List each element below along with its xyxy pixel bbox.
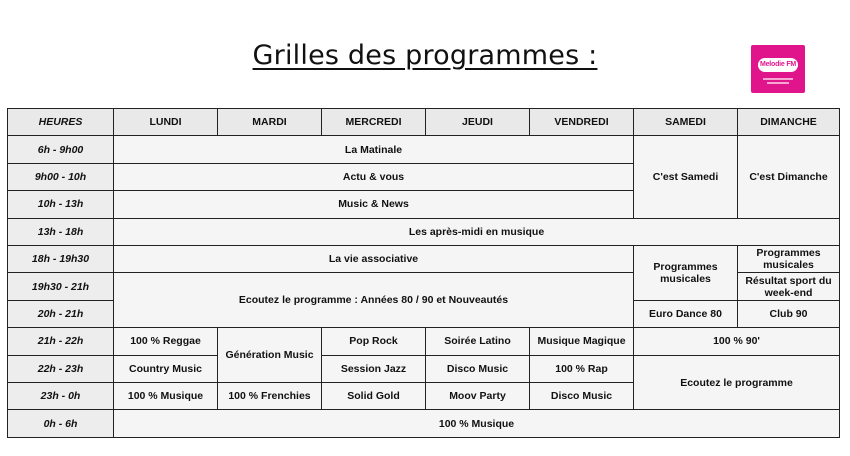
page-title: Grilles des programmes : xyxy=(252,40,598,71)
program-cell: Ecoutez le programme xyxy=(634,355,840,410)
hour-cell: 19h30 - 21h xyxy=(8,273,114,300)
hour-cell: 20h - 21h xyxy=(8,300,114,327)
program-cell: Disco Music xyxy=(530,383,634,410)
program-cell: Programmes musicales xyxy=(634,246,738,301)
program-cell: Les après-midi en musique xyxy=(114,218,840,245)
logo-line xyxy=(767,82,789,84)
program-cell: Euro Dance 80 xyxy=(634,300,738,327)
header-mardi: MARDI xyxy=(218,109,322,136)
program-cell: 100 % Rap xyxy=(530,355,634,382)
program-cell: Pop Rock xyxy=(322,328,426,355)
header-samedi: SAMEDI xyxy=(634,109,738,136)
table-row xyxy=(8,218,840,245)
table-header-row xyxy=(8,109,840,136)
header-lundi: LUNDI xyxy=(114,109,218,136)
program-cell: Actu & vous xyxy=(114,163,634,190)
program-cell: Programmes musicales xyxy=(738,246,840,273)
program-cell: 100 % Musique xyxy=(114,383,218,410)
logo-line xyxy=(763,78,793,80)
program-cell: Soirée Latino xyxy=(426,328,530,355)
program-cell: La vie associative xyxy=(114,246,634,273)
table-row xyxy=(8,328,840,355)
program-cell: Moov Party xyxy=(426,383,530,410)
hour-cell: 13h - 18h xyxy=(8,218,114,245)
program-cell: 100 % Frenchies xyxy=(218,383,322,410)
hour-cell: 23h - 0h xyxy=(8,383,114,410)
header-dimanche: DIMANCHE xyxy=(738,109,840,136)
header-jeudi: JEUDI xyxy=(426,109,530,136)
program-cell: Club 90 xyxy=(738,300,840,327)
hour-cell: 9h00 - 10h xyxy=(8,163,114,190)
table-row xyxy=(8,410,840,438)
program-schedule-table xyxy=(7,108,840,438)
hour-cell: 22h - 23h xyxy=(8,355,114,382)
program-cell: 100 % 90' xyxy=(634,328,840,355)
program-cell: Résultat sport du week-end xyxy=(738,273,840,300)
table-row xyxy=(8,355,840,382)
program-cell: C'est Dimanche xyxy=(738,136,840,218)
header-mercredi: MERCREDI xyxy=(322,109,426,136)
table-row xyxy=(8,136,840,163)
program-cell: Disco Music xyxy=(426,355,530,382)
program-cell: Session Jazz xyxy=(322,355,426,382)
hour-cell: 21h - 22h xyxy=(8,328,114,355)
header-hours: HEURES xyxy=(8,109,114,136)
logo-text: Melodie FM xyxy=(758,58,798,72)
hour-cell: 6h - 9h00 xyxy=(8,136,114,163)
header-vendredi: VENDREDI xyxy=(530,109,634,136)
program-cell: Country Music xyxy=(114,355,218,382)
melodie-fm-logo-icon xyxy=(751,45,805,93)
hour-cell: 10h - 13h xyxy=(8,191,114,218)
program-cell: Solid Gold xyxy=(322,383,426,410)
program-cell: C'est Samedi xyxy=(634,136,738,218)
program-cell: Ecoutez le programme : Années 80 / 90 et Nouveautés xyxy=(114,273,634,328)
hour-cell: 18h - 19h30 xyxy=(8,246,114,273)
program-cell: La Matinale xyxy=(114,136,634,163)
program-cell: Music & News xyxy=(114,191,634,218)
program-cell: 100 % Musique xyxy=(114,410,840,438)
program-cell: 100 % Reggae xyxy=(114,328,218,355)
program-cell: Musique Magique xyxy=(530,328,634,355)
program-cell: Génération Music xyxy=(218,328,322,383)
table-row xyxy=(8,246,840,273)
hour-cell: 0h - 6h xyxy=(8,410,114,438)
